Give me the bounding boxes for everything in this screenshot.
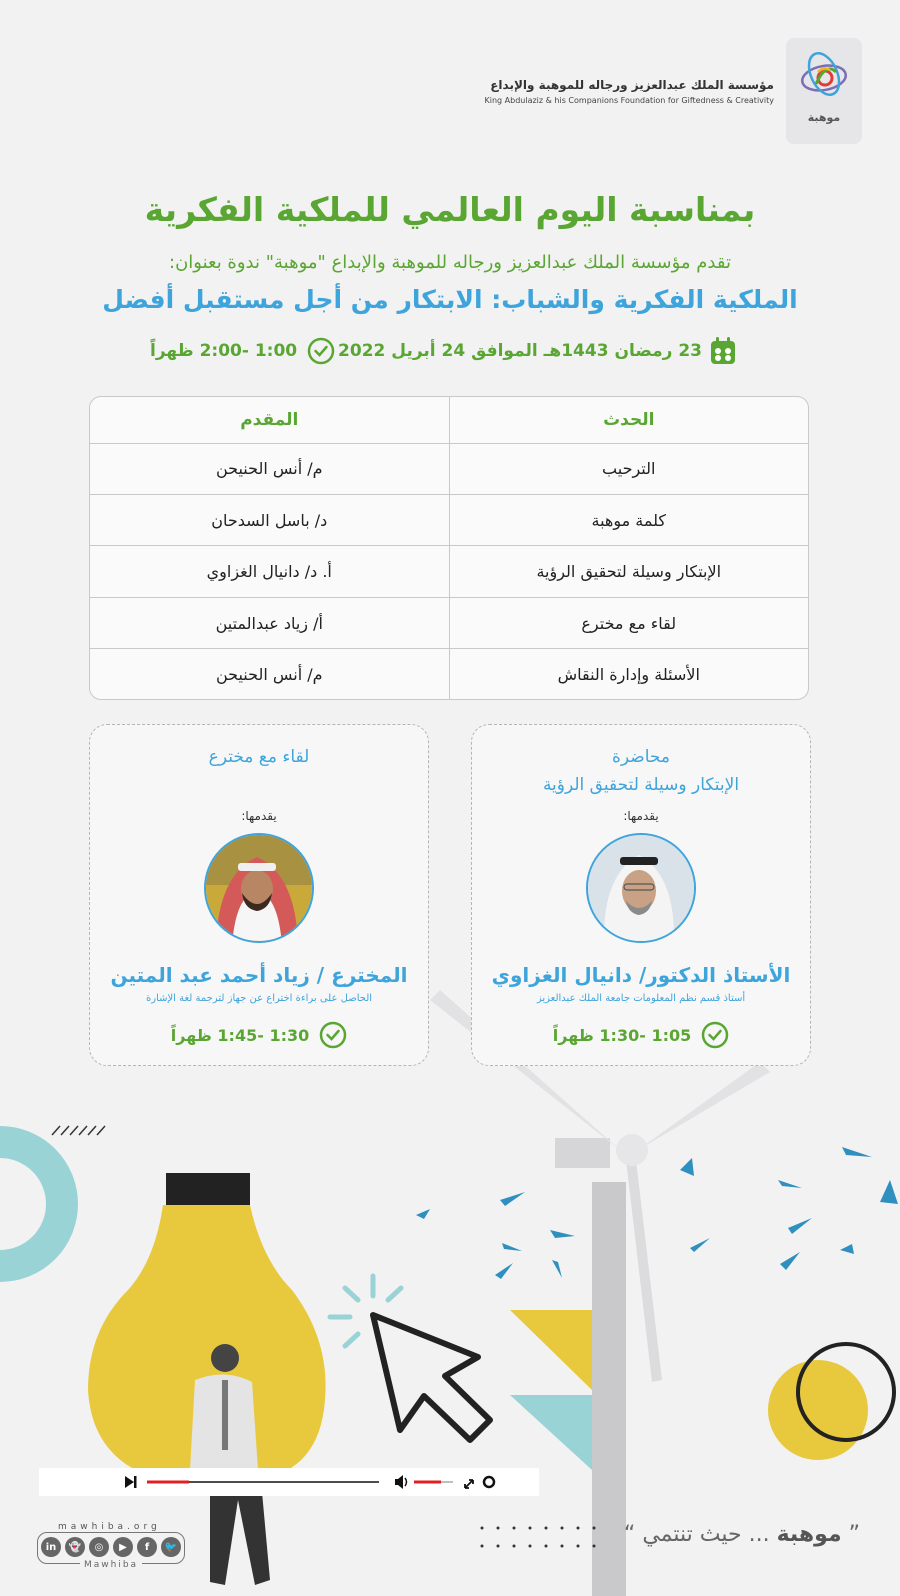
logo-wordmark: موهبة [807,111,841,124]
org-name-english: King Abdulaziz & his Companions Foundation for Giftedness & Creativity [484,96,774,105]
card-title [90,743,428,771]
header-event: الحدث [449,397,808,443]
quote-open: ” [848,1522,860,1547]
agenda-header-row [90,397,808,443]
birds [416,1147,898,1279]
agenda-event: الترحيب [449,443,808,494]
mawhiba-logo [786,38,862,144]
linkedin-icon[interactable]: in [41,1537,61,1557]
presented-by-label: يقدمها: [623,809,659,823]
occasion-title: بمناسبة اليوم العالمي للملكية الفكرية [144,190,756,229]
speaker-card-inventor [89,724,429,1066]
website-url[interactable]: mawhiba.org [58,1522,161,1532]
speaker-card-lecture [471,724,811,1066]
calendar-icon [710,337,736,365]
slogan-brand: موهبة [776,1522,842,1547]
table-row [90,649,808,699]
agenda-table [89,396,809,700]
avatar [204,833,314,943]
speaker-name: المخترع / زياد أحمد عبد المتين [110,963,408,987]
settings-gear-icon[interactable] [484,1477,494,1487]
card-title [472,743,810,799]
speaker-photo [586,835,694,943]
presented-by-label: يقدمها: [241,809,277,823]
video-player-bar [39,1468,539,1496]
org-name-arabic: مؤسسة الملك عبدالعزيز ورجاله للموهبة والإبداع [490,78,774,92]
agenda-presenter: م/ أنس الحنيحن [90,649,449,699]
teal-ring-shape [0,1142,62,1266]
skip-next-icon[interactable] [125,1476,137,1488]
agenda-presenter: م/ أنس الحنيحن [90,443,449,494]
session-time-text: 1:30 -1:45 ظهراً [170,1025,310,1045]
slogan-text: ... حيث تنتمي [642,1522,770,1547]
click-sparkle [330,1276,401,1346]
seminar-title: الملكية الفكرية والشباب: الابتكار من أجل مستقبل أفضل [102,285,798,314]
volume-icon[interactable] [395,1475,407,1489]
dot-grid [481,1527,596,1548]
session-time [90,1021,428,1049]
agenda-event: الأسئلة وإدارة النقاش [449,649,808,699]
cursor-arrow-shape [373,1315,490,1440]
event-date [338,337,736,365]
clock-icon [319,1021,347,1049]
clock-icon [307,337,335,365]
session-time-text: 1:05 -1:30 ظهراً [552,1025,692,1045]
card-type: محاضرة [612,747,670,767]
agenda-presenter: أ/ زياد عبدالمتين [90,597,449,648]
speaker-description: أستاذ قسم نظم المعلومات جامعة الملك عبدالعزيز [536,993,746,1004]
event-date-text: 23 رمضان 1443هـ الموافق 24 أبريل 2022 [338,341,702,361]
speaker-name: الأستاذ الدكتور/ دانيال الغزاوي [491,963,791,987]
youtube-icon[interactable]: ▶ [113,1537,133,1557]
table-row [90,597,808,648]
speaker-photo [204,835,312,943]
agenda-event: لقاء مع مخترع [449,597,808,648]
event-time-text: 1:00 -2:00 ظهراً [150,341,298,361]
instagram-icon[interactable]: ◎ [89,1537,109,1557]
session-time [472,1021,810,1049]
table-row [90,443,808,494]
agenda-event: الإبتكار وسيلة لتحقيق الرؤية [449,546,808,597]
fullscreen-icon[interactable] [465,1480,473,1488]
twitter-icon[interactable]: 🐦 [161,1537,181,1557]
social-handle: Mawhiba [80,1560,142,1570]
quote-close: “ [623,1522,636,1547]
agenda-presenter: أ. د/ دانيال الغزاوي [90,546,449,597]
card-topic: لقاء مع مخترع [208,747,310,767]
wind-turbine [430,990,770,1596]
agenda-presenter: د/ باسل السدحان [90,494,449,545]
mawhiba-logo-icon [796,48,852,108]
hatch-marks [52,1126,105,1135]
avatar [586,833,696,943]
clock-icon [701,1021,729,1049]
speaker-description: الحاصل على براءة اختراع عن جهاز لترجمة لغة الإشارة [145,993,373,1004]
slogan [624,1522,860,1547]
agenda-event: كلمة موهبة [449,494,808,545]
bulb-cap [166,1173,250,1205]
table-row [90,494,808,545]
card-topic: الإبتكار وسيلة لتحقيق الرؤية [542,775,740,795]
event-time [150,337,335,365]
intro-text: تقدم مؤسسة الملك عبدالعزيز ورجاله للموهبة والإبداع "موهبة" ندوة بعنوان: [169,252,731,273]
facebook-icon[interactable]: f [137,1537,157,1557]
table-row [90,546,808,597]
snapchat-icon[interactable]: 👻 [65,1537,85,1557]
header-presenter: المقدم [90,397,449,443]
